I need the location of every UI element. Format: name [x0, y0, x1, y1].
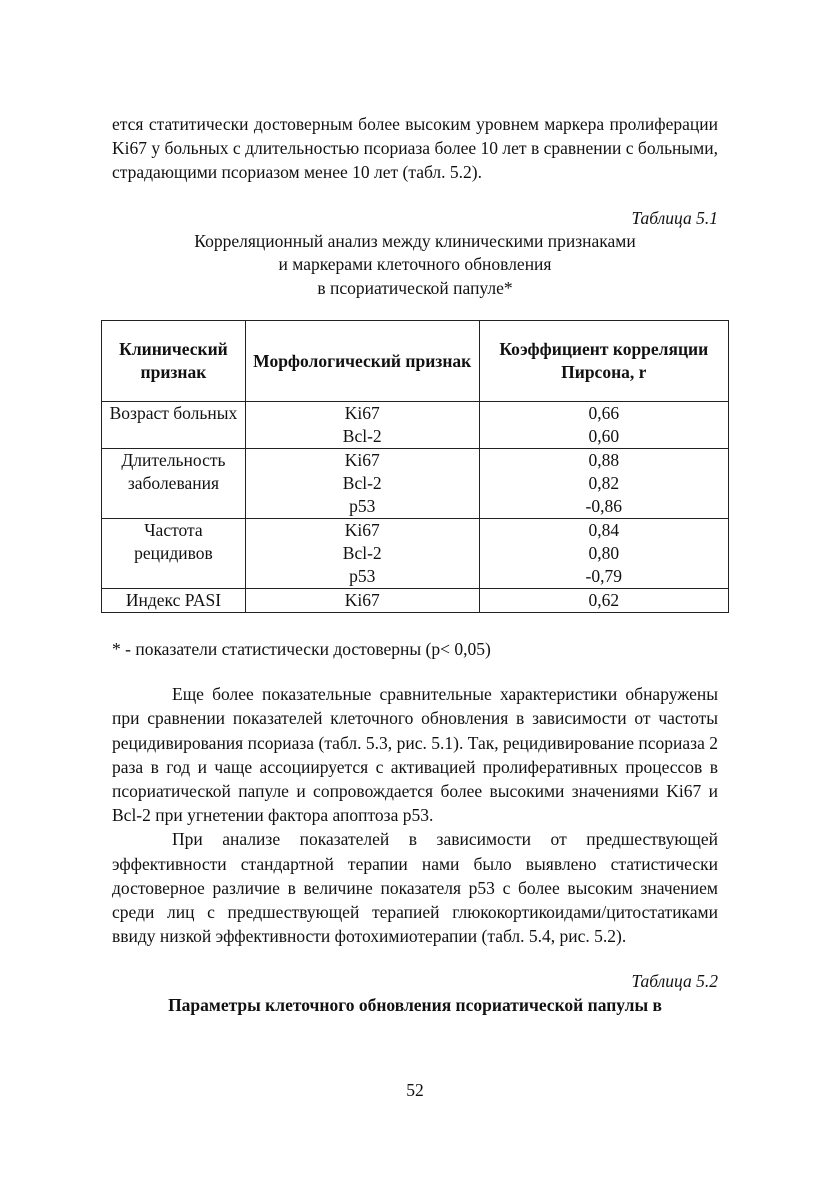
marker-value: Ki67: [344, 403, 380, 424]
coef-value: 0,80: [588, 543, 620, 564]
coef-cell: [479, 402, 728, 449]
table-title: [112, 230, 718, 301]
header-coef: Коэффициент корреляции Пирсона, r: [479, 321, 728, 402]
table-row: [102, 519, 729, 589]
header-morph: Морфологический признак: [245, 321, 479, 402]
clinical-cell: Длительность заболевания: [102, 449, 246, 519]
marker-value: Bcl-2: [342, 473, 382, 494]
clinical-cell: Возраст больных: [102, 402, 246, 449]
table-header-row: [102, 321, 729, 402]
marker-value: p53: [349, 566, 376, 587]
marker-value: p53: [349, 496, 376, 517]
marker-value: Ki67: [344, 590, 380, 611]
coef-value: -0,79: [585, 566, 622, 587]
marker-value: Ki67: [344, 520, 380, 541]
table-title-line: в псориатической папуле*: [317, 277, 513, 298]
table-row: [102, 589, 729, 613]
coef-cell: [479, 449, 728, 519]
page-number: 52: [406, 1080, 424, 1100]
table-number: Таблица 5.2: [631, 971, 718, 992]
coef-cell: [479, 519, 728, 589]
page-content: [109, 112, 718, 1017]
marker-cell: [245, 519, 479, 589]
coef-value: 0,66: [588, 403, 620, 424]
table-title: Параметры клеточного обновления псориатической папулы в: [168, 995, 662, 1016]
intro-paragraph: ется статитически достоверным более высоким уровнем маркера пролиферации Ki67 у больных с длительностью псориаза более 10 лет в сравнении с больными, страдающими псориазом менее 10 лет (табл. 5.2).: [112, 114, 718, 183]
table-footnote: * - показатели статистически достоверны (р< 0,05): [112, 639, 491, 660]
coef-value: 0,62: [588, 590, 620, 611]
coef-value: 0,84: [588, 520, 620, 541]
correlation-table: [101, 320, 729, 613]
header-clinical: Клинический признак: [102, 321, 246, 402]
table-row: [102, 449, 729, 519]
table-title-line: и маркерами клеточного обновления: [278, 254, 552, 275]
marker-cell: [245, 589, 479, 613]
table-number: Таблица 5.1: [631, 207, 718, 228]
marker-value: Bcl-2: [342, 426, 382, 447]
table-row: [102, 402, 729, 449]
coef-value: 0,60: [588, 426, 620, 447]
clinical-cell: Индекс PASI: [102, 589, 246, 613]
body-paragraph: При анализе показателей в зависимости от предшествующей эффективности стандартной терапии нами было выявлено статистически достоверное различие в величине показателя р53 с более высоким значением среди лиц с предшествующей терапией глюкокортикоидами/цитостатиками ввиду низкой эффективности фотохимиотерапии (табл. 5.4, рис. 5.2).: [112, 829, 718, 947]
marker-cell: [245, 402, 479, 449]
marker-value: Bcl-2: [342, 543, 382, 564]
marker-cell: [245, 449, 479, 519]
coef-value: 0,88: [588, 450, 620, 471]
clinical-cell: Частота рецидивов: [102, 519, 246, 589]
coef-value: -0,86: [585, 496, 622, 517]
body-paragraph: Еще более показательные сравнительные характеристики обнаружены при сравнении показателей клеточного обновления в зависимости от частоты рецидивирования псориаза (табл. 5.3, рис. 5.1). Так, рецидивирование псориаза 2 раза в год и чаще ассоциируется с активацией пролиферативных процессов в псориатической папуле и сопровождается более высокими значениями Ki67 и Bcl-2 при угнетении фактора апоптоза р53.: [112, 684, 718, 826]
coef-cell: [479, 589, 728, 613]
coef-value: 0,82: [588, 473, 620, 494]
table-title-line: Корреляционный анализ между клиническими признаками: [194, 230, 636, 251]
marker-value: Ki67: [344, 450, 380, 471]
